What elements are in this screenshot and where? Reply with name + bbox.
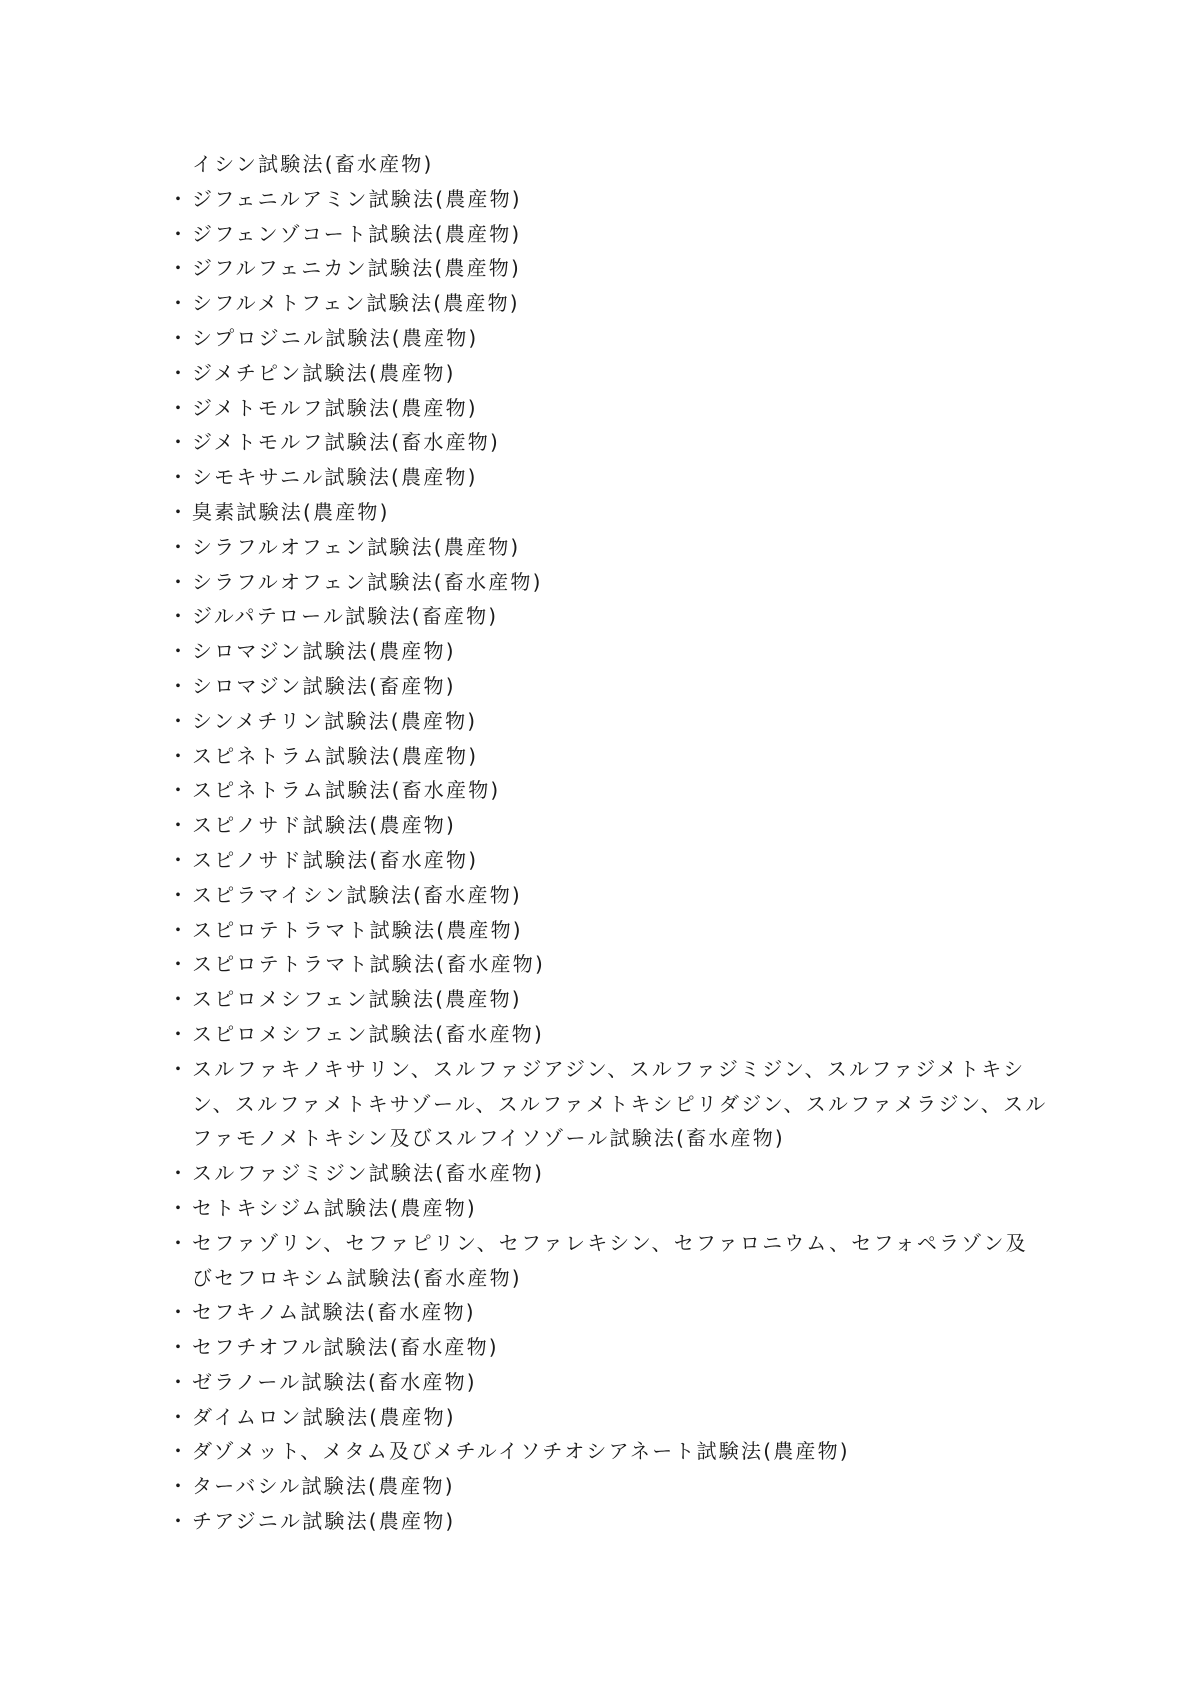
list-item [168,1434,1048,1469]
item-text: シモキサニル試験法(農産物) [192,465,478,490]
list-item [168,530,1048,565]
list-item [168,947,1048,982]
list-item [168,182,1048,217]
item-text: シンメチリン試験法(農産物) [192,708,478,733]
bullet: ・ [168,1439,191,1464]
bullet: ・ [168,325,191,350]
item-text: スピネトラム試験法(農産物) [192,743,479,768]
bullet: ・ [168,1056,191,1081]
bullet: ・ [168,1161,191,1186]
item-text: ジフルフェニカン試験法(農産物) [192,256,522,281]
list-item [168,843,1048,878]
item-text: セフキノム試験法(畜水産物) [192,1300,476,1325]
bullet: ・ [168,1230,191,1255]
item-text: セファゾリン、セファピリン、セファレキシン、セファロニウム、セフォペラゾン及びセフロキシム試験法(畜水産物) [192,1230,1028,1290]
list-item [168,1365,1048,1400]
bullet: ・ [168,534,191,559]
item-text: イシン試験法(畜水産物) [192,152,434,176]
item-text: シロマジン試験法(畜産物) [192,673,456,698]
bullet: ・ [168,917,191,942]
list-item [168,1400,1048,1435]
list-item [168,669,1048,704]
item-text: スピネトラム試験法(畜水産物) [192,778,501,803]
item-text: スルファキノキサリン、スルファジアジン、スルファジミジン、スルファジメトキシン、スルファメトキサゾール、スルファメトキシピリダジン、スルファメラジン、スルファモノメトキシン及びスルフイソゾール試験法(畜水産物) [192,1056,1048,1151]
bullet: ・ [168,813,191,838]
list-item [168,1191,1048,1226]
item-text: ダイムロン試験法(農産物) [192,1404,456,1429]
list-item [168,391,1048,426]
list-item [168,1156,1048,1191]
bullet: ・ [168,256,191,281]
bullet: ・ [168,708,191,733]
bullet: ・ [168,430,191,455]
item-text: ジメトモルフ試験法(畜水産物) [192,430,501,455]
item-text: ジルパテロール試験法(畜産物) [192,604,499,629]
item-text: セフチオフル試験法(畜水産物) [192,1335,499,1360]
list-item [168,321,1048,356]
list-item [168,1226,1048,1296]
item-text: スピロテトラマト試験法(農産物) [192,917,523,942]
bullet: ・ [168,1474,191,1499]
item-text: 臭素試験法(農産物) [192,499,390,524]
list-item [168,704,1048,739]
item-text: セトキシジム試験法(農産物) [192,1195,477,1220]
list-item [168,599,1048,634]
bullet: ・ [168,673,191,698]
bullet: ・ [168,882,191,907]
bullet: ・ [168,291,191,316]
item-text: シラフルオフェン試験法(農産物) [192,534,521,559]
item-text: ダゾメット、メタム及びメチルイソチオシアネート試験法(農産物) [192,1439,850,1464]
item-text: シロマジン試験法(農産物) [192,639,456,664]
bullet: ・ [168,360,191,385]
bullet: ・ [168,221,191,246]
item-text: スピノサド試験法(農産物) [192,813,457,838]
bullet: ・ [168,778,191,803]
list-item [168,1330,1048,1365]
item-text: スピノサド試験法(畜水産物) [192,847,479,872]
item-text: ジフェンゾコート試験法(農産物) [192,221,522,246]
list-item [168,739,1048,774]
list-item [168,878,1048,913]
test-method-list [168,147,1048,1539]
list-item [168,495,1048,530]
bullet: ・ [168,499,191,524]
item-text: ジメトモルフ試験法(農産物) [192,395,478,420]
bullet: ・ [168,1335,191,1360]
bullet: ・ [168,1195,191,1220]
list-item [168,1295,1048,1330]
bullet: ・ [168,1369,191,1394]
bullet: ・ [168,1300,191,1325]
item-text: ゼラノール試験法(畜水産物) [192,1369,477,1394]
list-item [168,425,1048,460]
list-item [168,982,1048,1017]
item-text: スピロメシフェン試験法(農産物) [192,987,522,1012]
bullet: ・ [168,604,191,629]
bullet: ・ [168,847,191,872]
bullet: ・ [168,395,191,420]
bullet: ・ [168,186,191,211]
item-text: ターバシル試験法(農産物) [192,1474,455,1499]
list-item [168,356,1048,391]
bullet: ・ [168,465,191,490]
bullet: ・ [168,569,191,594]
item-text: シフルメトフェン試験法(農産物) [192,291,520,316]
bullet: ・ [168,1509,191,1534]
list-item [168,217,1048,252]
list-item [168,634,1048,669]
item-text: スピロメシフェン試験法(畜水産物) [192,1021,545,1046]
list-item [168,286,1048,321]
item-text: スピロテトラマト試験法(畜水産物) [192,952,546,977]
list-item [168,1469,1048,1504]
list-item [168,1052,1048,1156]
item-text: スルファジミジン試験法(畜水産物) [192,1161,545,1186]
item-text: スピラマイシン試験法(畜水産物) [192,882,522,907]
list-item [168,460,1048,495]
item-text: シラフルオフェン試験法(畜水産物) [192,569,543,594]
list-item [168,1017,1048,1052]
bullet: ・ [168,952,191,977]
bullet: ・ [168,1404,191,1429]
item-text: ジメチピン試験法(農産物) [192,360,456,385]
item-text: ジフェニルアミン試験法(農産物) [192,186,522,211]
list-item [168,808,1048,843]
item-text: シプロジニル試験法(農産物) [192,325,479,350]
item-text: チアジニル試験法(農産物) [192,1509,456,1534]
list-item [168,1504,1048,1539]
list-item-continuation [168,147,1048,182]
bullet: ・ [168,987,191,1012]
bullet: ・ [168,743,191,768]
list-item [168,913,1048,948]
bullet: ・ [168,639,191,664]
list-item [168,565,1048,600]
list-item [168,773,1048,808]
list-item [168,251,1048,286]
bullet: ・ [168,1021,191,1046]
